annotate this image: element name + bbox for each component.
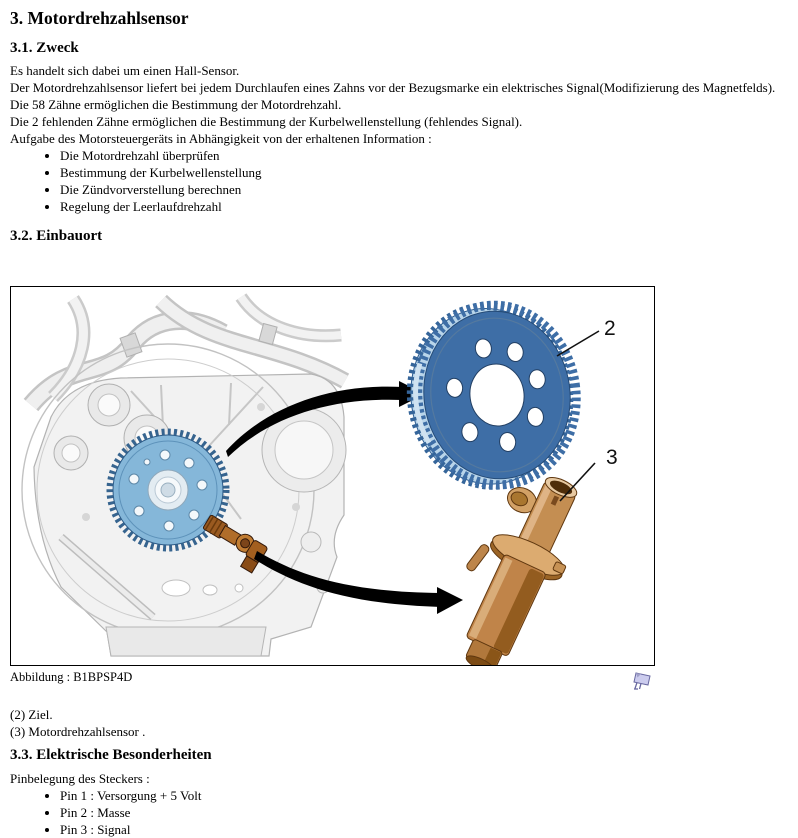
body-line: Die 58 Zähne ermöglichen die Bestimmung der Motordrehzahl. xyxy=(10,97,342,112)
section-heading-elektrik: 3.3. Elektrische Besonderheiten xyxy=(10,747,212,763)
target-wheel-enlarged xyxy=(399,295,587,496)
list-item: • Die Motordrehzahl überprüfen xyxy=(60,147,790,164)
body-line: Die 2 fehlenden Zähne ermöglichen die Bestimmung der Kurbelwellenstellung (fehlendes Signal). xyxy=(10,114,523,129)
section-heading-einbauort: 3.2. Einbauort xyxy=(10,228,103,244)
list-item: • Pin 3 : Signal xyxy=(60,821,790,838)
list-item: • Pin 2 : Masse xyxy=(60,804,790,821)
section-heading-zweck: 3.1. Zweck xyxy=(10,40,79,56)
list-item: • Die Zündvorverstellung berechnen xyxy=(60,181,790,198)
page-title: 3. Motordrehzahlsensor xyxy=(10,8,189,28)
installation-location-illustration xyxy=(11,287,654,665)
speed-sensor-enlarged xyxy=(429,458,599,665)
document-page xyxy=(0,9,798,838)
list-item: • Pin 1 : Versorgung + 5 Volt xyxy=(60,787,790,804)
zweck-paragraph xyxy=(10,62,790,147)
list-item: • Bestimmung der Kurbelwellenstellung xyxy=(60,164,790,181)
figure-caption: Abbildung : B1BPSP4D xyxy=(10,670,133,684)
projection-screen-icon[interactable] xyxy=(633,669,653,691)
projection-screen-icon-glyph xyxy=(633,669,653,691)
task-list xyxy=(10,147,790,215)
figure-frame xyxy=(10,286,655,666)
list-item: • Regelung der Leerlaufdrehzahl xyxy=(60,198,790,215)
callout-label-target-wheel: 2 xyxy=(604,317,616,340)
pin-list xyxy=(10,787,790,838)
legend-line: (3) Motordrehzahlsensor . xyxy=(10,724,146,739)
legend-line: (2) Ziel. xyxy=(10,707,53,722)
callout-label-sensor: 3 xyxy=(606,446,618,469)
pin-intro: Pinbelegung des Steckers : xyxy=(10,771,150,786)
figure-caption-row xyxy=(10,669,655,691)
body-line: Der Motordrehzahlsensor liefert bei jedem Durchlaufen eines Zahns vor der Bezugsmarke ein elektrisches Signal(Modifizierung des Magnetfelds). xyxy=(10,80,776,95)
figure-legend xyxy=(10,706,790,740)
body-line: Es handelt sich dabei um einen Hall-Sensor. xyxy=(10,63,240,78)
body-line: Aufgabe des Motorsteuergeräts in Abhängigkeit von der erhaltenen Information : xyxy=(10,131,432,146)
